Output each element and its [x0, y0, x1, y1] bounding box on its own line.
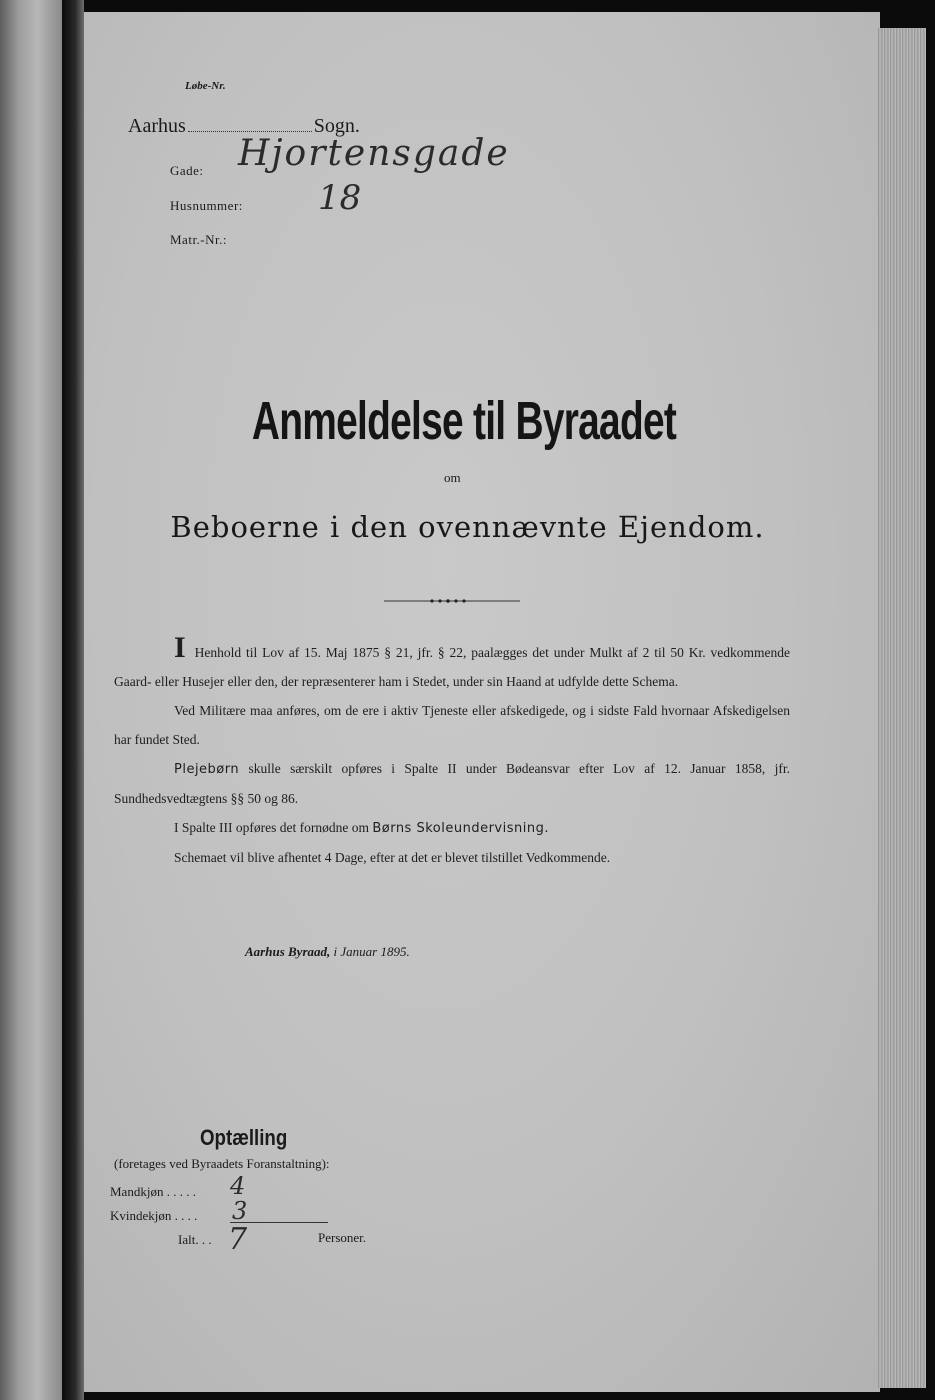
persons-label: Personer.	[318, 1230, 367, 1245]
male-count: 4	[230, 1172, 246, 1200]
signature-line	[245, 944, 410, 960]
parish-fill-line	[188, 130, 312, 132]
schooling-text: I Spalte III opføres det fornødne om	[174, 820, 369, 835]
signature-body: Aarhus Byraad,	[245, 944, 331, 959]
paragraph-foster	[114, 754, 790, 813]
foster-text: skulle særskilt opføres i Spalte II under Bødeansvar efter Lov af 12. Januar 1858, jfr. Sundhedsvedtægtens §§ 50 og 86.	[114, 761, 790, 806]
matr-nr-label: Matr.-Nr.:	[170, 232, 227, 247]
house-number-label: Husnummer:	[170, 198, 243, 213]
parish-label: Sogn.	[313, 115, 360, 137]
count-note: (foretages ved Byraadets Foranstaltning):	[114, 1156, 330, 1171]
subtitle: Beboerne i den ovennævnte Ejendom.	[170, 510, 765, 544]
street-label: Gade:	[170, 163, 204, 178]
schooling-emphasis: Børns Skoleundervisning.	[372, 821, 549, 836]
paragraph-military: Ved Militære maa anføres, om de ere i aktiv Tjeneste eller afskedigede, og i sidste Fald hvornaar Afskedigelsen har fundet Sted.	[114, 703, 790, 747]
total-label: Ialt. . .	[178, 1232, 212, 1247]
previous-page-edge	[0, 0, 62, 1400]
signature-date: i Januar 1895.	[333, 944, 410, 959]
paragraph-law-text: Henhold til Lov af 15. Maj 1875 § 21, jfr. § 22, paalægges det under Mulkt af 2 til 50 Kr. vedkommende Gaard- eller Husejer eller den, der repræsenterer ham i Stedet, under sin Haand at udfylde dette Schema.	[114, 645, 791, 689]
house-number-value: 18	[318, 178, 362, 218]
book-gutter	[62, 0, 84, 1400]
male-label: Mandkjøn . . . . .	[110, 1184, 196, 1199]
count-title: Optælling	[200, 1125, 288, 1150]
page-stack-edges	[878, 28, 926, 1388]
ornament-divider	[384, 599, 520, 603]
title-connector: om	[444, 470, 461, 485]
city-name: Aarhus	[128, 115, 186, 137]
street-value: Hjortensgade	[238, 133, 510, 174]
lobe-nr-label: Løbe-Nr.	[185, 80, 226, 92]
paragraph-schooling	[114, 813, 790, 843]
drop-cap: I	[174, 631, 186, 664]
female-count: 3	[232, 1197, 248, 1225]
total-count: 7	[228, 1222, 248, 1257]
foster-lead: Plejebørn	[174, 762, 240, 777]
female-label: Kvindekjøn . . . .	[110, 1208, 198, 1223]
paragraph-law	[114, 631, 791, 696]
instructions-text	[114, 631, 791, 872]
paragraph-collection: Schemaet vil blive afhentet 4 Dage, efter at det er blevet tilstillet Vedkommende.	[174, 850, 611, 865]
main-title: Anmeldelse til Byraadet	[251, 391, 677, 451]
